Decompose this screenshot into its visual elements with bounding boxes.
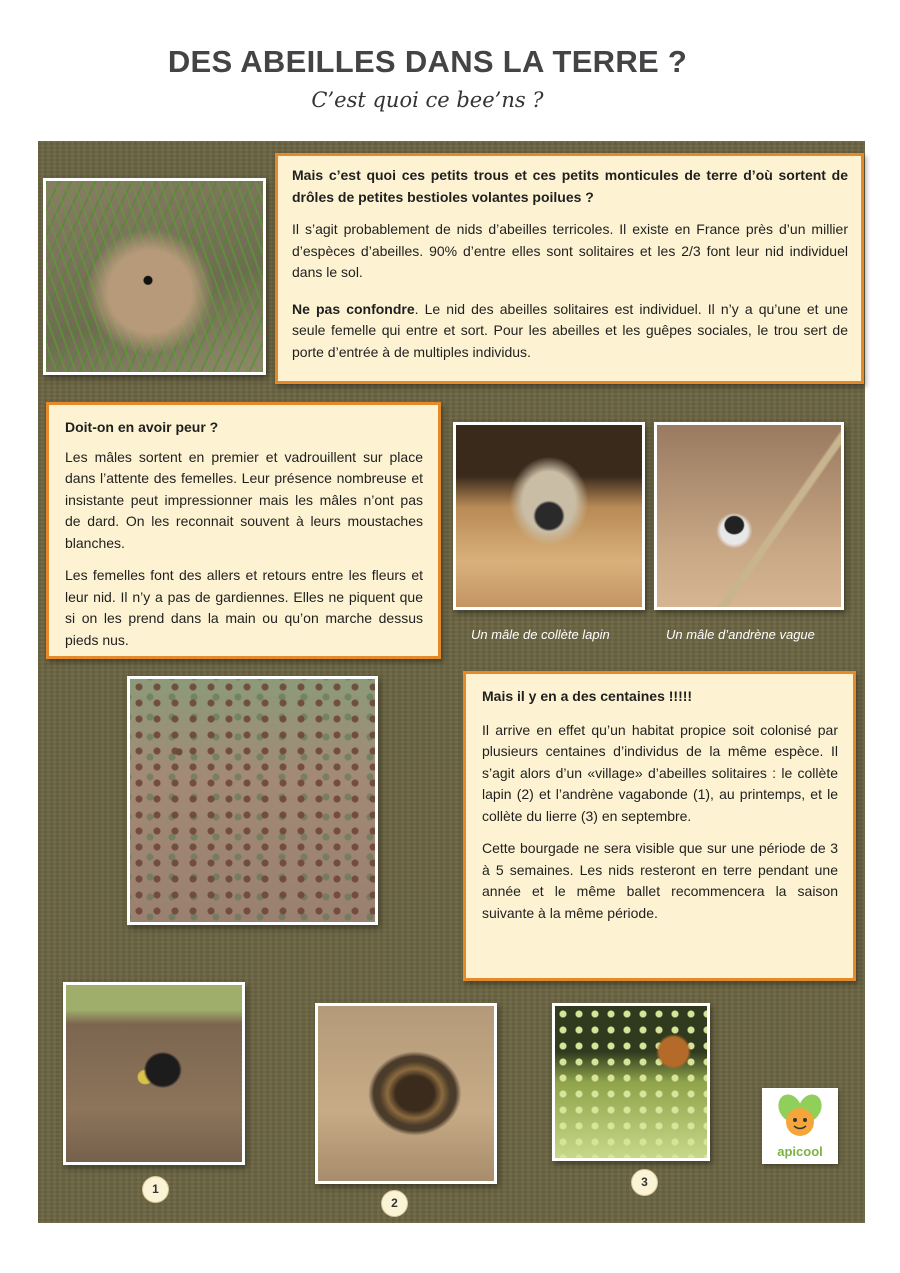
note-intro-para1: Il s’agit probablement de nids d’abeilles terricoles. Il existe en France près d’un millier d’espèces d’abeilles. 90% d’entre elles sont solitaires et les 2/3 font leur nid individuel dans le sol. bbox=[292, 221, 848, 280]
page-title: DES ABEILLES DANS LA TERRE ? bbox=[167, 44, 688, 79]
photo-andrena-male bbox=[654, 422, 844, 610]
note-intro-para2-text: . Le nid des abeilles solitaires est individuel. Il n’y a qu’une et une seule femelle qui entre et sort. Pour les abeilles et les guêpes sociales, le trou sert de porte d’entrée à de multiples individus. bbox=[292, 300, 848, 360]
note-fear-para2: Les femelles font des allers et retours entre les fleurs et leur nid. Il n’y a pas de gardiennes. Elles ne piquent que si on les prend dans la main ou qu’on marche dessus pieds nus. bbox=[65, 567, 423, 648]
photo-bee-village bbox=[127, 676, 378, 925]
caption-andrena: Un mâle d’andrène vague bbox=[666, 627, 815, 642]
note-hundreds-para1: Il arrive en effet qu’un habitat propice soit colonisé par plusieurs centaines d’individus de la même espèce. Il s’agit alors d’un «village» d’abeilles solitaires : le collète lapin (2) et l’andrène vagabonde (1), au printemps, et le collète du lierre (3) en septembre. bbox=[482, 721, 838, 824]
note-intro-heading: Mais c’est quoi ces petits trous et ces petits monticules de terre d’où sortent de drôles de petites bestioles volantes poilues ? bbox=[292, 167, 848, 205]
note-intro bbox=[275, 153, 864, 384]
note-fear-para1: Les mâles sortent en premier et vadrouillent sur place dans l’attente des femelles. Leur présence nombreuse et insistante peut impressionner mais les mâles n’ont pas de dard. On les reconnait souvent à leurs moustaches blanches. bbox=[65, 448, 423, 551]
photo-colletes-male bbox=[453, 422, 645, 610]
photo-nest-hole bbox=[43, 178, 266, 375]
note-hundreds-para2: Cette bourgade ne sera visible que sur une période de 3 à 5 semaines. Les nids resteront en terre pendant une année et le même ballet recommencera la saison suivante à la même période. bbox=[482, 840, 838, 921]
note-hundreds bbox=[463, 671, 856, 981]
apicool-logo-text: apicool bbox=[777, 1144, 823, 1159]
photo-colletes-hederae bbox=[552, 1003, 710, 1161]
note-fear-heading: Doit-on en avoir peur ? bbox=[65, 419, 219, 435]
note-intro-para2 bbox=[292, 299, 848, 364]
caption-colletes: Un mâle de collète lapin bbox=[471, 627, 610, 642]
number-badge-1: 1 bbox=[142, 1176, 169, 1203]
note-fear bbox=[46, 402, 441, 659]
page-subtitle: C’est quoi ce bee’ns ? bbox=[311, 88, 544, 112]
photo-andrena-vaga bbox=[63, 982, 245, 1165]
number-badge-2: 2 bbox=[381, 1190, 408, 1217]
note-intro-strong: Ne pas confondre bbox=[292, 300, 415, 317]
number-badge-3: 3 bbox=[631, 1169, 658, 1196]
apicool-logo bbox=[762, 1088, 838, 1164]
photo-colletes-cunicularius bbox=[315, 1003, 497, 1184]
note-hundreds-heading: Mais il y en a des centaines !!!!! bbox=[482, 688, 693, 704]
